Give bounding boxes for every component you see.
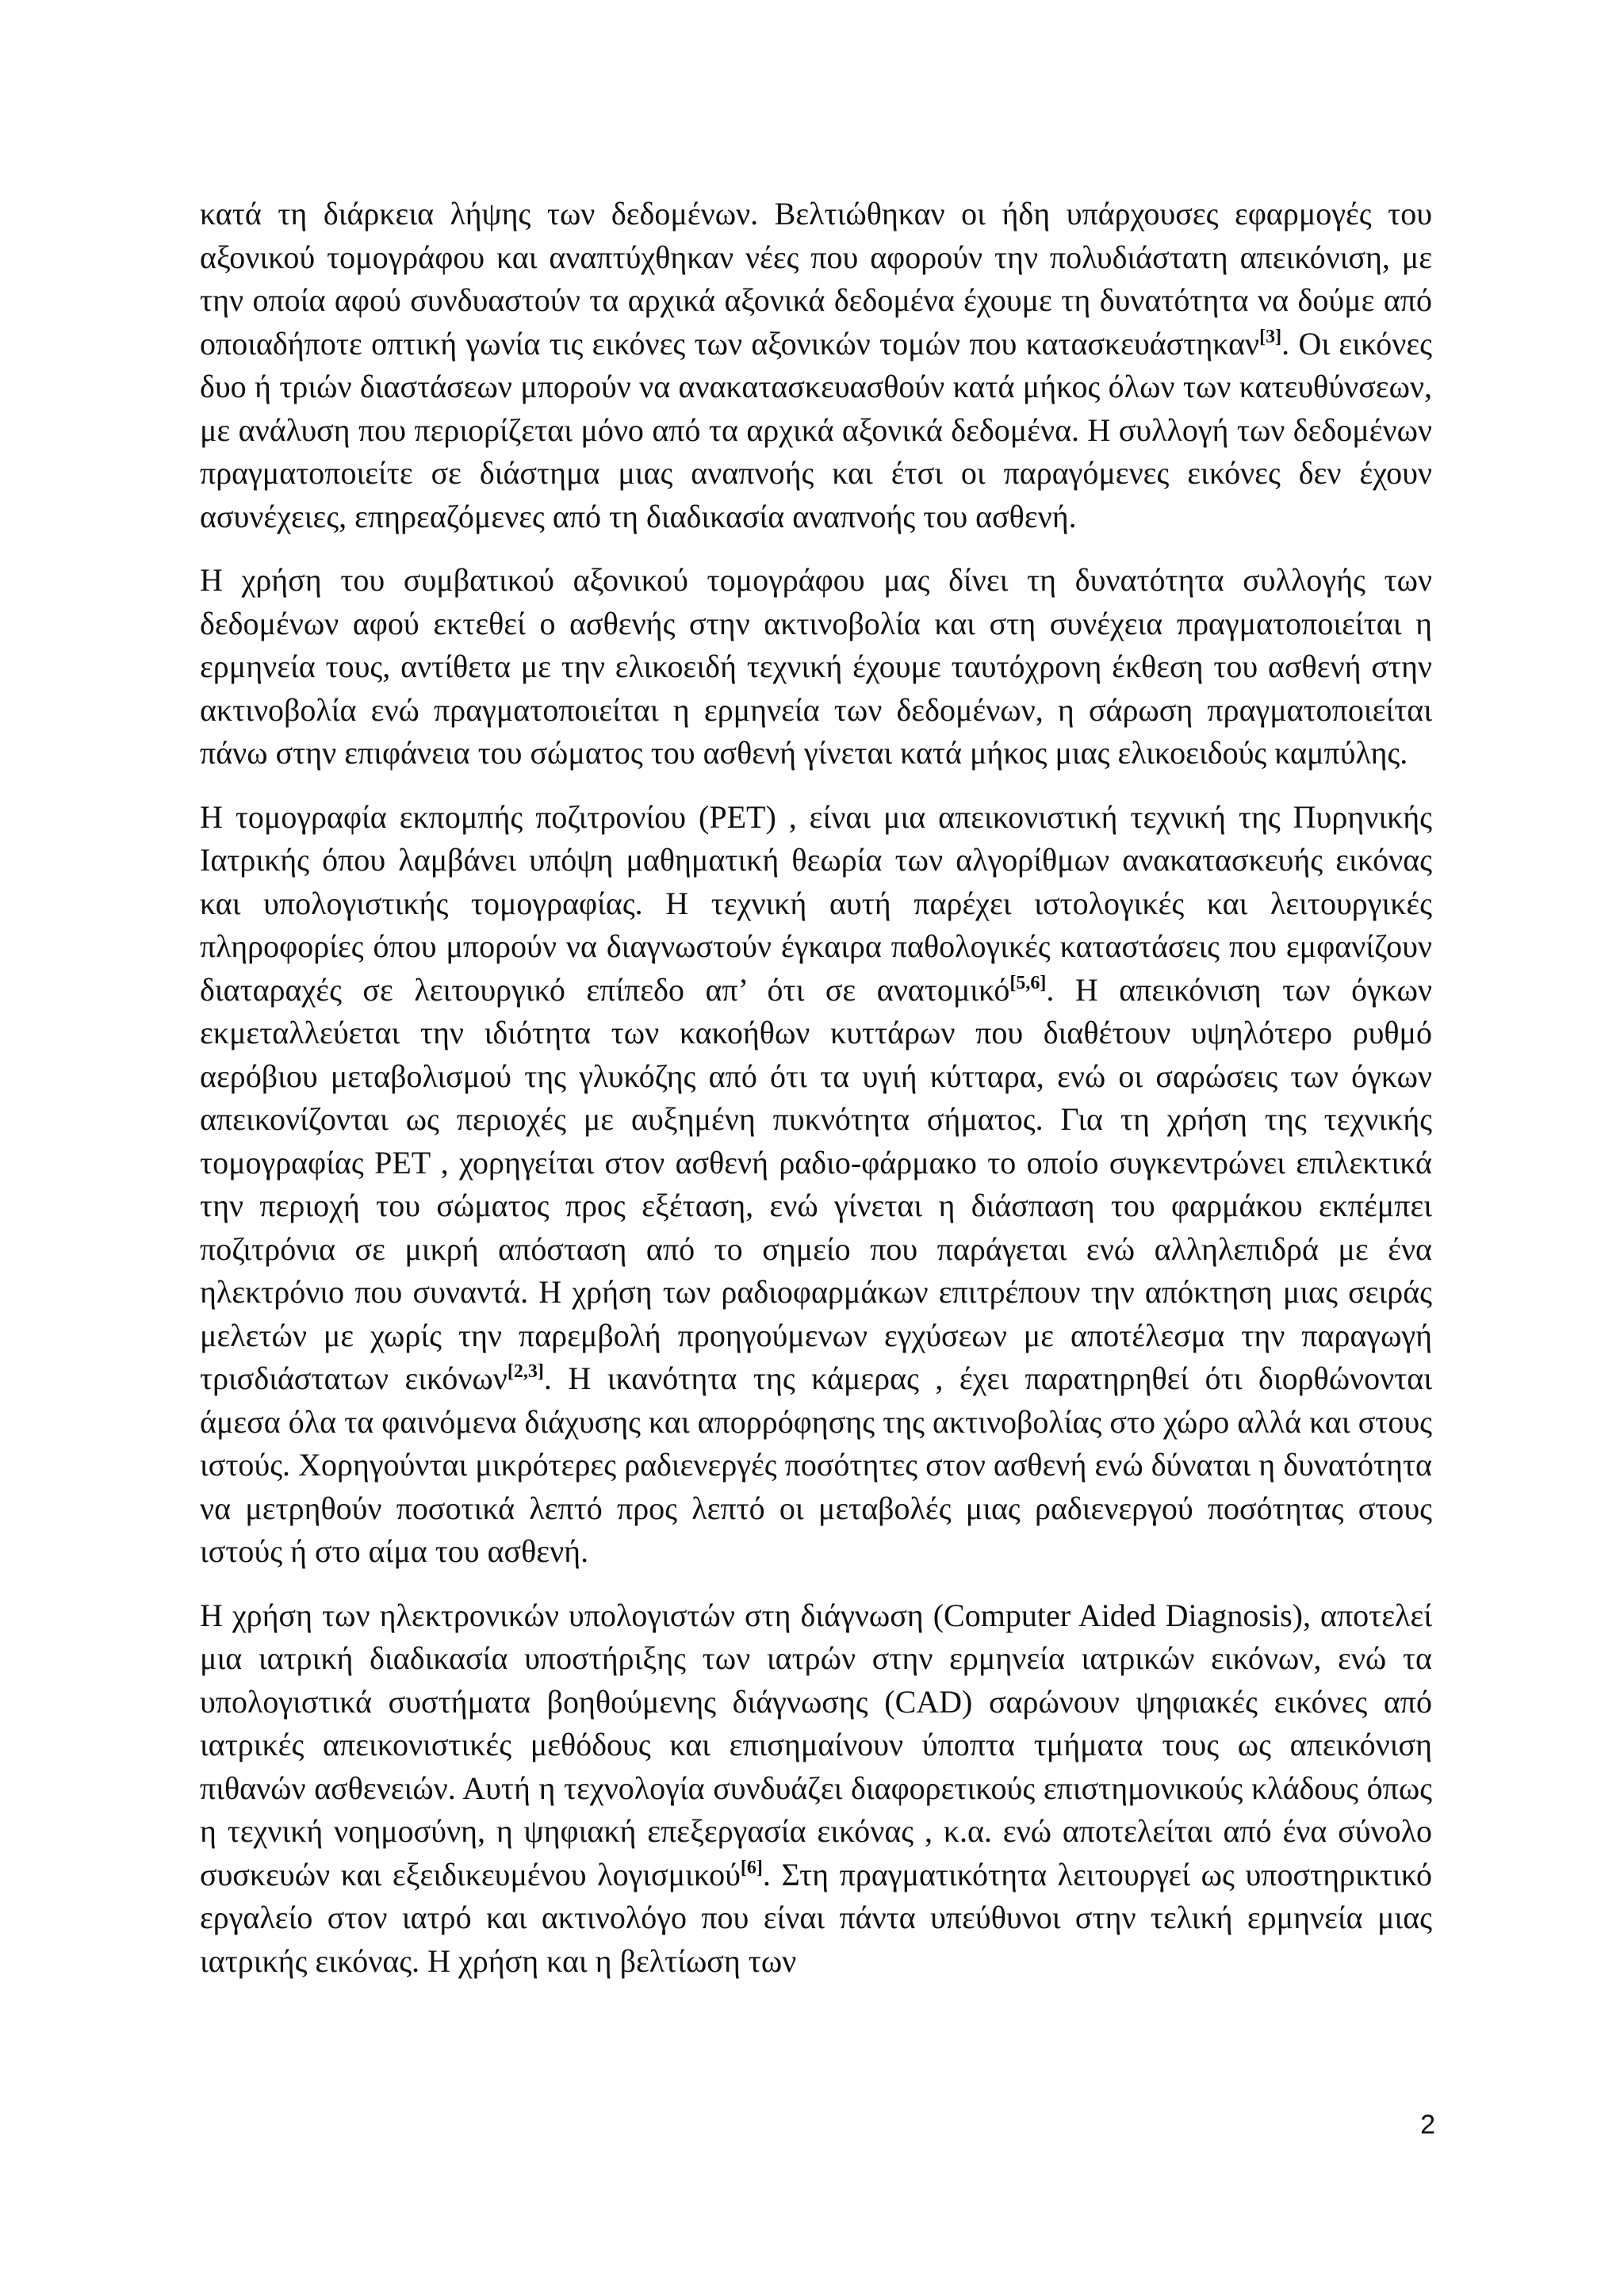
citation-ref: [3] <box>1259 326 1282 347</box>
text-run: . Η ικανότητα της κάμερας , έχει παρατηρηθεί ότι διορθώνονται άμεσα όλα τα φαινόμενα διάχυσης και απορρόφησης της ακτινοβολίας στο χώρο αλλά και στους ιστούς. Χορηγούνται μικρότερες ραδιενεργές ποσότητες στον ασθενή ενώ δύναται η δυνατότητα να μετρηθούν ποσοτικά λεπτό προς λεπτό οι μεταβολές μιας ραδιενεργού ποσότητας στους ιστούς ή στο αίμα του ασθενή. <box>200 1360 1432 1569</box>
text-run: . Στη πραγματικότητα λειτουργεί ως υποστηρικτικό εργαλείο στον ιατρό και ακτινολόγο που είναι πάντα υπεύθυνοι στην τελική ερμηνεία μιας ιατρικής εικόνας. Η χρήση και η βελτίωση των <box>200 1856 1433 1979</box>
paragraph-computer-aided-diagnosis <box>200 1594 1432 1984</box>
page-number: 2 <box>1420 2110 1435 2140</box>
paragraph-pet <box>200 796 1432 1574</box>
citation-ref: [5,6] <box>1009 972 1047 993</box>
text-run: . Η απεικόνιση των όγκων εκμεταλλεύεται την ιδιότητα των κακοήθων κυττάρων που διαθέτουν υψηλότερο ρυθμό αερόβιου μεταβολισμού της γλυκόζης από ότι τα υγιή κύτταρα, ενώ οι σαρώσεις των όγκων απεικονίζονται ως περιοχές με αυξημένη πυκνότητα σήματος. Για τη χρήση της τεχνικής τομογραφίας PET , χορηγείται στον ασθενή ραδιο-φάρμακο το οποίο συγκεντρώνει επιλεκτικά την περιοχή του σώματος προς εξέταση, ενώ γίνεται η διάσπαση του φαρμάκου εκπέμπει ποζιτρόνια σε μικρή απόσταση από το σημείο που παράγεται ενώ αλληλεπιδρά με ένα ηλεκτρόνιο που συναντά. Η χρήση των ραδιοφαρμάκων επιτρέπουν την απόκτηση μιας σειράς μελετών με χωρίς την παρεμβολή προηγούμενων εγχύσεων με αποτέλεσμα την παραγωγή τρισδιάστατων εικόνων <box>200 971 1433 1396</box>
body-text <box>200 193 1432 2003</box>
paragraph-multidimensional-imaging <box>200 193 1432 538</box>
citation-ref: [6] <box>740 1857 763 1878</box>
text-run: Η χρήση του συμβατικού αξονικού τομογράφου μας δίνει τη δυνατότητα συλλογής των δεδομένων αφού εκτεθεί ο ασθενής στην ακτινοβολία και στη συνέχεια πραγματοποιείται η ερμηνεία τους, αντίθετα με την ελικοειδή τεχνική έχουμε ταυτόχρονη έκθεση του ασθενή στην ακτινοβολία ενώ πραγματοποιείται η ερμηνεία των δεδομένων, η σάρωση πραγματοποιείται πάνω στην επιφάνεια του σώματος του ασθενή γίνεται κατά μήκος μιας ελικοειδούς καμπύλης. <box>200 562 1432 771</box>
citation-ref: [2,3] <box>507 1361 544 1382</box>
text-run: κατά τη διάρκεια λήψης των δεδομένων. Βελτιώθηκαν οι ήδη υπάρχουσες εφαρμογές του αξονικού τομογράφου και αναπτύχθηκαν νέες που αφορούν την πολυδιάστατη απεικόνιση, με την οποία αφού συνδυαστούν τα αρχικά αξονικά δεδομένα έχουμε τη δυνατότητα να δούμε από οποιαδήποτε οπτική γωνία τις εικόνες των αξονικών τομών που κατασκευάστηκαν <box>200 196 1432 362</box>
paragraph-conventional-vs-helical-ct <box>200 559 1432 775</box>
text-run: Η χρήση των ηλεκτρονικών υπολογιστών στη διάγνωση (Computer Aided Diagnosis), αποτελεί μια ιατρική διαδικασία υποστήριξης των ιατρών στην ερμηνεία ιατρικών εικόνων, ενώ τα υπολογιστικά συστήματα βοηθούμενης διάγνωσης (CAD) σαρώνουν ψηφιακές εικόνες από ιατρικές απεικονιστικές μεθόδους και επισημαίνουν ύποπτα τμήματα τους ως απεικόνιση πιθανών ασθενειών. Αυτή η τεχνολογία συνδυάζει διαφορετικούς επιστημονικούς κλάδους όπως η τεχνική νοημοσύνη, η ψηφιακή επεξεργασία εικόνας , κ.α. ενώ αποτελείται από ένα σύνολο συσκευών και εξειδικευμένου λογισμικού <box>200 1597 1432 1892</box>
text-run: . Οι εικόνες δυο ή τριών διαστάσεων μπορούν να ανακατασκευασθούν κατά μήκος όλων των κατευθύνσεων, με ανάλυση που περιορίζεται μόνο από τα αρχικά αξονικά δεδομένα. Η συλλογή των δεδομένων πραγματοποιείτε σε διάστημα μιας αναπνοής και έτσι οι παραγόμενες εικόνες δεν έχουν ασυνέχειες, επηρεαζόμενες από τη διαδικασία αναπνοής του ασθενή. <box>200 325 1432 534</box>
text-run: Η τομογραφία εκπομπής ποζιτρονίου (PET) , είναι μια απεικονιστική τεχνική της Πυρηνικής Ιατρικής όπου λαμβάνει υπόψη μαθηματική θεωρία των αλγορίθμων ανακατασκευής εικόνας και υπολογιστικής τομογραφίας. Η τεχνική αυτή παρέχει ιστολογικές και λειτουργικές πληροφορίες όπου μπορούν να διαγνωστούν έγκαιρα παθολογικές καταστάσεις που εμφανίζουν διαταραχές σε λειτουργικό επίπεδο απ’ ότι σε ανατομικό <box>200 798 1432 1008</box>
